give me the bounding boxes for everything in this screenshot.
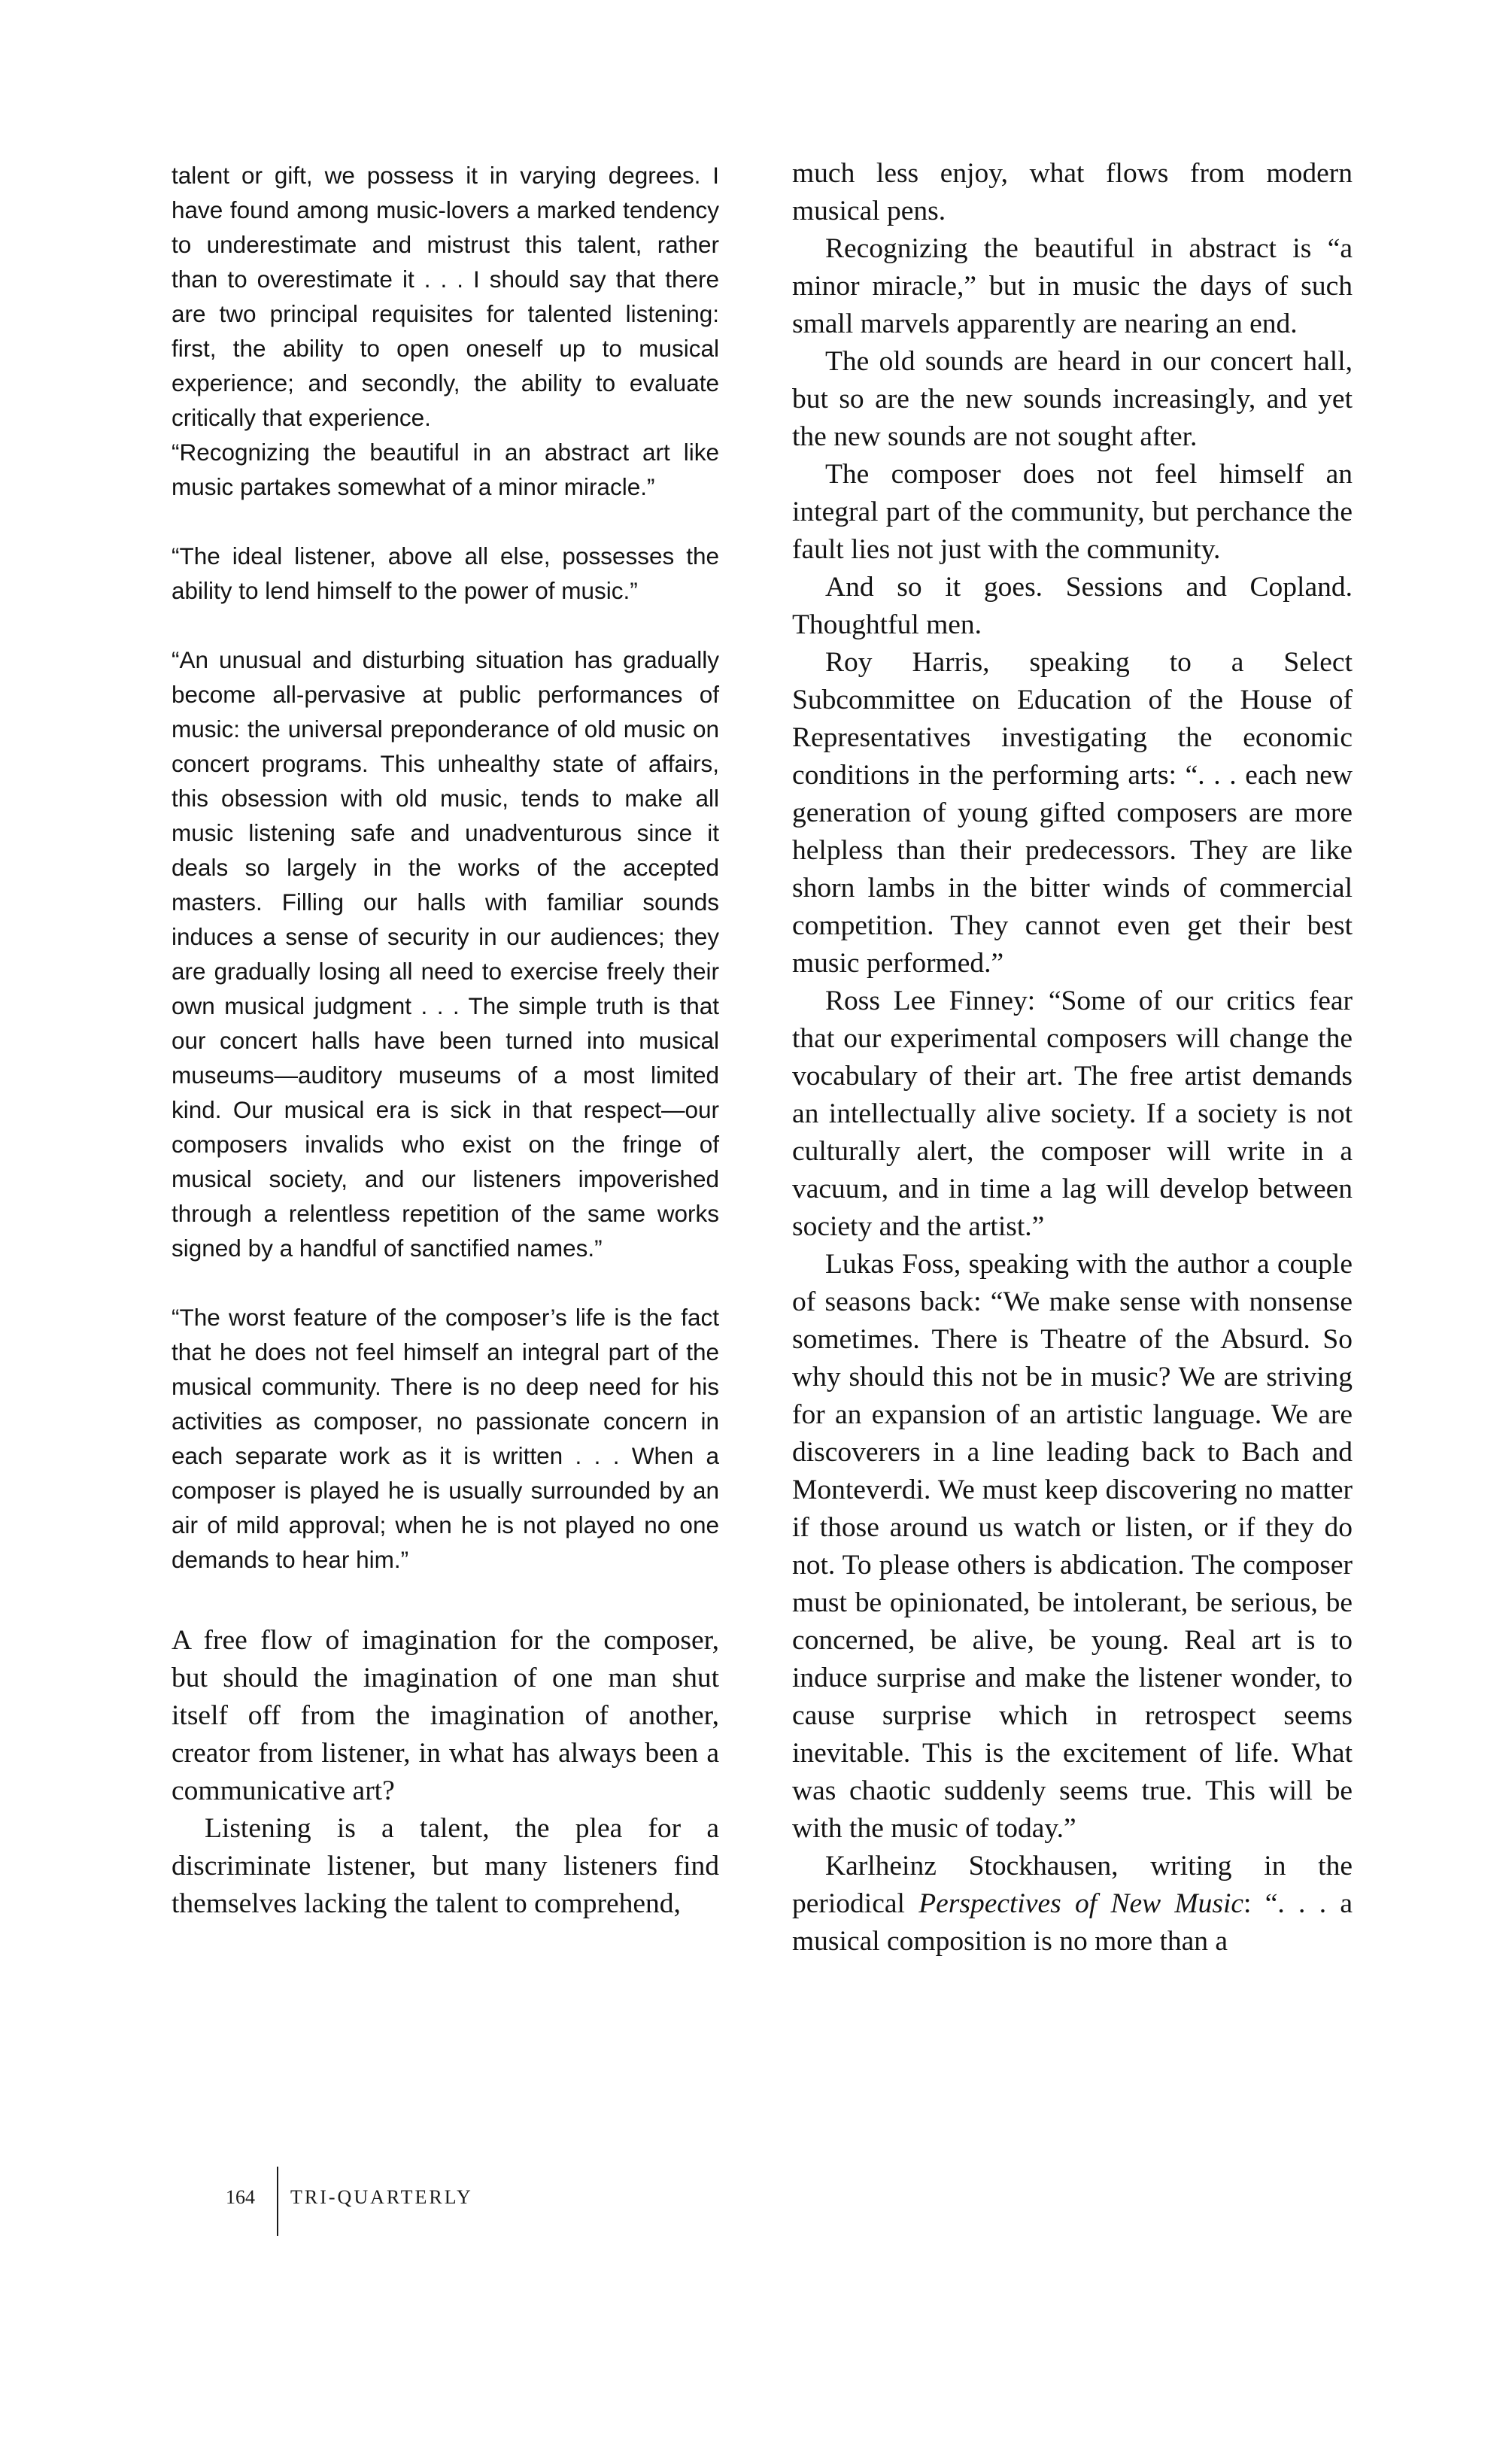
paragraph-stockhausen (792, 1848, 1353, 1960)
paragraph-free-flow: A free flow of imagination for the composer, but should the imagination of one man shut itself off from the imagination of another, creator from listener, in what has always been a communicative art? (172, 1625, 719, 1806)
left-body-text (172, 1622, 719, 1923)
running-title: TRI-QUARTERLY (290, 2186, 473, 2208)
paragraph-ross-lee-finney: Ross Lee Finney: “Some of our critics fear that our experimental composers will change the vocabulary of their art. The free artist demands an intellectually alive society. If a society is not culturally alert, the composer will write in a vacuum, and in time a lag will develop between society and the artist.” (792, 986, 1353, 1242)
quote-talent-listening: talent or gift, we possess it in varying degrees. I have found among music-lovers a marked tendency to underestimate and mistrust this talent, rather than to overestimate it . . . I should say that there are two principal requisites for talented listening: first, the ability to open oneself up to musical experience; and secondly, the ability to evaluate critically that experience. (172, 162, 719, 431)
quote-composer-life: “The worst feature of the composer’s life is the fact that he does not feel himself an integral part of the musical community. There is no deep need for his activities as composer, no passionate concern in each separate work as it is written . . . When a composer is played he is usually surrounded by an air of mild approval; when he is not played no one demands to hear him.” (172, 1304, 719, 1573)
paragraph-modern-pens: much less enjoy, what flows from modern musical pens. (792, 158, 1353, 226)
paragraph-minor-miracle: Recognizing the beautiful in abstract is “a minor miracle,” but in music the days of such small marvels apparently are nearing an end. (792, 233, 1353, 339)
paragraph-old-sounds: The old sounds are heard in our concert hall, but so are the new sounds increasingly, and yet the new sounds are not sought after. (792, 346, 1353, 452)
paragraph-listening-talent: Listening is a talent, the plea for a discriminate listener, but many listeners find themselves lacking the talent to comprehend, (172, 1813, 719, 1919)
paragraph-roy-harris: Roy Harris, speaking to a Select Subcommittee on Education of the House of Representatives investigating the economic conditions in the performing arts: “. . . each new generation of young gifted composers are more helpless than their predecessors. They are like shorn lambs in the bitter winds of commercial competition. They cannot even get their best music performed.” (792, 647, 1353, 979)
stockhausen-tail: : “. . . a musical composition is no more than a (792, 1888, 1353, 1957)
footer-divider (277, 2167, 278, 2236)
paragraph-lukas-foss: Lukas Foss, speaking with the author a couple of seasons back: “We make sense with nonsense sometimes. There is Theatre of the Absurd. So why should this not be in music? We are striving for an expansion of an artistic language. We are discoverers in a line leading back to Bach and Monteverdi. We must keep discovering no matter if those around us watch or listen, or if they do not. To please others is abdication. The composer must be opinionated, be intolerant, be serious, be concerned, be alive, be young. Real art is to induce surprise and make the listener wonder, to cause surprise which in retrospect seems inevitable. This is the excitement of life. What was chaotic suddenly seems true. This will be with the music of today.” (792, 1249, 1353, 1844)
left-column (172, 158, 719, 1923)
stockhausen-lead: Karlheinz Stockhausen, writing in the periodical (792, 1851, 1353, 1919)
paragraph-composer-community: The composer does not feel himself an integral part of the community, but perchance the fault lies not just with the community. (792, 459, 1353, 565)
quote-minor-miracle: “Recognizing the beautiful in an abstract art like music partakes somewhat of a minor miracle.” (172, 439, 719, 500)
page-number: 164 (226, 2186, 255, 2208)
periodical-title: Perspectives of New Music (918, 1888, 1244, 1919)
paragraph-sessions-copland: And so it goes. Sessions and Copland. Thoughtful men. (792, 572, 1353, 640)
quote-ideal-listener: “The ideal listener, above all else, possesses the ability to lend himself to the power of music.” (172, 542, 719, 604)
quote-old-music: “An unusual and disturbing situation has gradually become all-pervasive at public performances of music: the universal preponderance of old music on concert programs. This unhealthy state of affairs, this obsession with old music, tends to make all music listening safe and unadventurous since it deals so largely in the works of the accepted masters. Filling our halls with familiar sounds induces a sense of security in our audiences; they are gradually losing all need to exercise freely their own musical judgment . . . The simple truth is that our concert halls have been turned into musical museums—auditory museums of a most limited kind. Our musical era is sick in that respect—our composers invalids who exist on the fringe of musical society, and our listeners impoverished through a relentless repetition of the same works signed by a handful of sanctified names.” (172, 646, 719, 1262)
right-column (792, 155, 1353, 1960)
